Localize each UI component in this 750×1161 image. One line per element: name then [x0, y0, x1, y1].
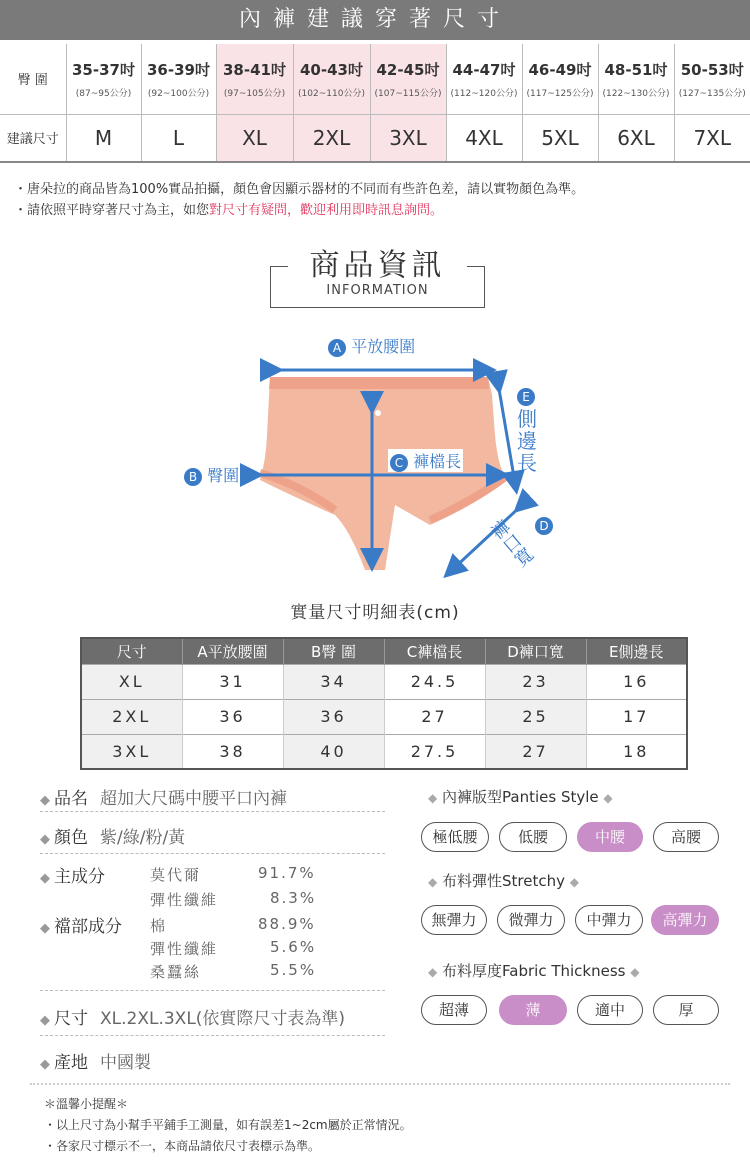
size-col-4-hip: 40-43吋 (102~110公分) — [293, 44, 370, 114]
detail-header: E側邊長 — [586, 638, 687, 664]
detail-table — [80, 637, 688, 770]
size-col-3-size: XL — [216, 114, 293, 162]
material-pct: 91.7% — [258, 864, 316, 882]
material-pct: 8.3% — [270, 889, 317, 907]
detail-table-title: 實量尺寸明細表(cm) — [290, 603, 460, 623]
size-col-8-hip: 48-51吋 (122~130公分) — [598, 44, 674, 114]
size-chart-table — [0, 44, 750, 163]
label-c: C 褲檔長 — [388, 449, 463, 472]
size-col-1-size: M — [66, 114, 141, 162]
spec-color: ◆ 顏色 紫/綠/粉/黃 — [40, 828, 186, 848]
divider — [40, 811, 385, 812]
size-col-9-size: 7XL — [693, 125, 732, 150]
label-b: B 臀圍 — [184, 463, 239, 486]
thickness-option-thin: 薄 — [499, 995, 567, 1025]
stretch-option-slight: 微彈力 — [497, 905, 565, 935]
detail-header: 尺寸 — [81, 638, 182, 664]
spec-origin: ◆ 產地 中國製 — [40, 1053, 151, 1073]
material-name: 桑蠶絲 — [150, 963, 202, 981]
stretch-option-none: 無彈力 — [421, 905, 487, 935]
material-pct: 5.6% — [270, 938, 317, 956]
thickness-option-thick: 厚 — [653, 995, 719, 1025]
hip-row-label: 臀 圍 — [0, 44, 66, 114]
size-col-2-hip: 36-39吋 (92~100公分) — [141, 44, 216, 114]
detail-header: C褲檔長 — [384, 638, 485, 664]
reminder-title: ＊溫馨小提醒＊ — [44, 1097, 129, 1111]
waist-lace — [269, 377, 489, 389]
note-color: ・唐朵拉的商品皆為100%實品拍攝，顏色會因顯示器材的不同而有些許色差，請以實物顏色為準。 — [14, 182, 585, 197]
size-col-4-size: 2XL — [293, 114, 370, 162]
size-col-8-size: 6XL — [598, 114, 674, 162]
size-row-label: 建議尺寸 — [0, 114, 66, 162]
bow-icon — [375, 410, 381, 416]
info-subtitle: INFORMATION — [326, 283, 429, 298]
divider — [40, 853, 385, 854]
divider — [30, 1083, 730, 1085]
size-chart-title: 內褲建議穿著尺寸 — [0, 0, 750, 40]
detail-header: D褲口寬 — [485, 638, 586, 664]
material-name: 莫代爾 — [150, 866, 202, 884]
size-col-6-hip: 44-47吋 (112~120公分) — [446, 44, 522, 114]
size-col-7-size: 5XL — [522, 114, 598, 162]
note-size: ・請依照平時穿著尺寸為主，如您對尺寸有疑問，歡迎利用即時訊息詢問。 — [14, 203, 444, 218]
label-d-badge: D — [535, 515, 553, 535]
style-option-low: 低腰 — [499, 822, 567, 852]
divider — [40, 990, 385, 991]
detail-header: A平放腰圍 — [182, 638, 283, 664]
table-row: XL 31 34 24.5 23 16 — [81, 664, 687, 699]
spec-name: ◆ 品名 超加大尺碼中腰平口內褲 — [40, 789, 287, 809]
note-size-help: 對尺寸有疑問，歡迎利用即時訊息詢問。 — [209, 203, 444, 218]
reminder-line: ・以上尺寸為小幫手平鋪手工測量，如有誤差1~2cm屬於正常情況。 — [44, 1118, 412, 1132]
material-pct: 88.9% — [258, 915, 316, 933]
thickness-option-ultra-thin: 超薄 — [421, 995, 487, 1025]
label-d: 褲口寬 — [485, 516, 537, 572]
material-pct: 5.5% — [270, 961, 317, 979]
size-col-7-hip: 46-49吋 (117~125公分) — [522, 44, 598, 114]
detail-header: B臀 圍 — [283, 638, 384, 664]
stretch-option-high: 高彈力 — [651, 905, 719, 935]
stretch-option-medium: 中彈力 — [575, 905, 643, 935]
style-option-mid: 中腰 — [577, 822, 643, 852]
size-col-2-size: L — [141, 114, 216, 162]
material-name: 彈性纖維 — [150, 940, 219, 958]
divider — [40, 1035, 385, 1036]
size-col-3-hip: 38-41吋 (97~105公分) — [216, 44, 293, 114]
reminder-line: ・各家尺寸標示不一，本商品請依尺寸表標示為準。 — [44, 1139, 321, 1153]
table-row: 3XL 38 40 27.5 27 18 — [81, 734, 687, 769]
material-name: 彈性纖維 — [150, 891, 219, 909]
style-heading: ◆ 內褲版型Panties Style ◆ — [428, 788, 613, 806]
spec-main-material-label: ◆ 主成分 — [40, 867, 105, 887]
material-name: 棉 — [150, 917, 168, 935]
size-col-5-size: 3XL — [370, 114, 446, 162]
thickness-heading: ◆ 布料厚度Fabric Thickness ◆ — [428, 962, 640, 980]
spec-crotch-material-label: ◆ 襠部成分 — [40, 917, 122, 937]
style-option-high: 高腰 — [653, 822, 719, 852]
table-row: 2XL 36 36 27 25 17 — [81, 699, 687, 734]
label-e: E 側邊長 — [517, 390, 537, 475]
label-a: A 平放腰圍 — [328, 334, 415, 357]
size-col-6-size: 4XL — [446, 114, 522, 162]
size-col-1-hip: 35-37吋 (87~95公分) — [66, 44, 141, 114]
style-option-ultra-low: 極低腰 — [421, 822, 489, 852]
thickness-option-medium: 適中 — [577, 995, 643, 1025]
size-col-5-hip: 42-45吋 (107~115公分) — [370, 44, 446, 114]
spec-size: ◆ 尺寸 XL.2XL.3XL(依實際尺寸表為準) — [40, 1009, 346, 1029]
info-title: 商品資訊 — [309, 248, 446, 283]
stretch-heading: ◆ 布料彈性Stretchy ◆ — [428, 872, 580, 890]
size-col-9-hip: 50-53吋 (127~135公分) — [674, 44, 750, 114]
